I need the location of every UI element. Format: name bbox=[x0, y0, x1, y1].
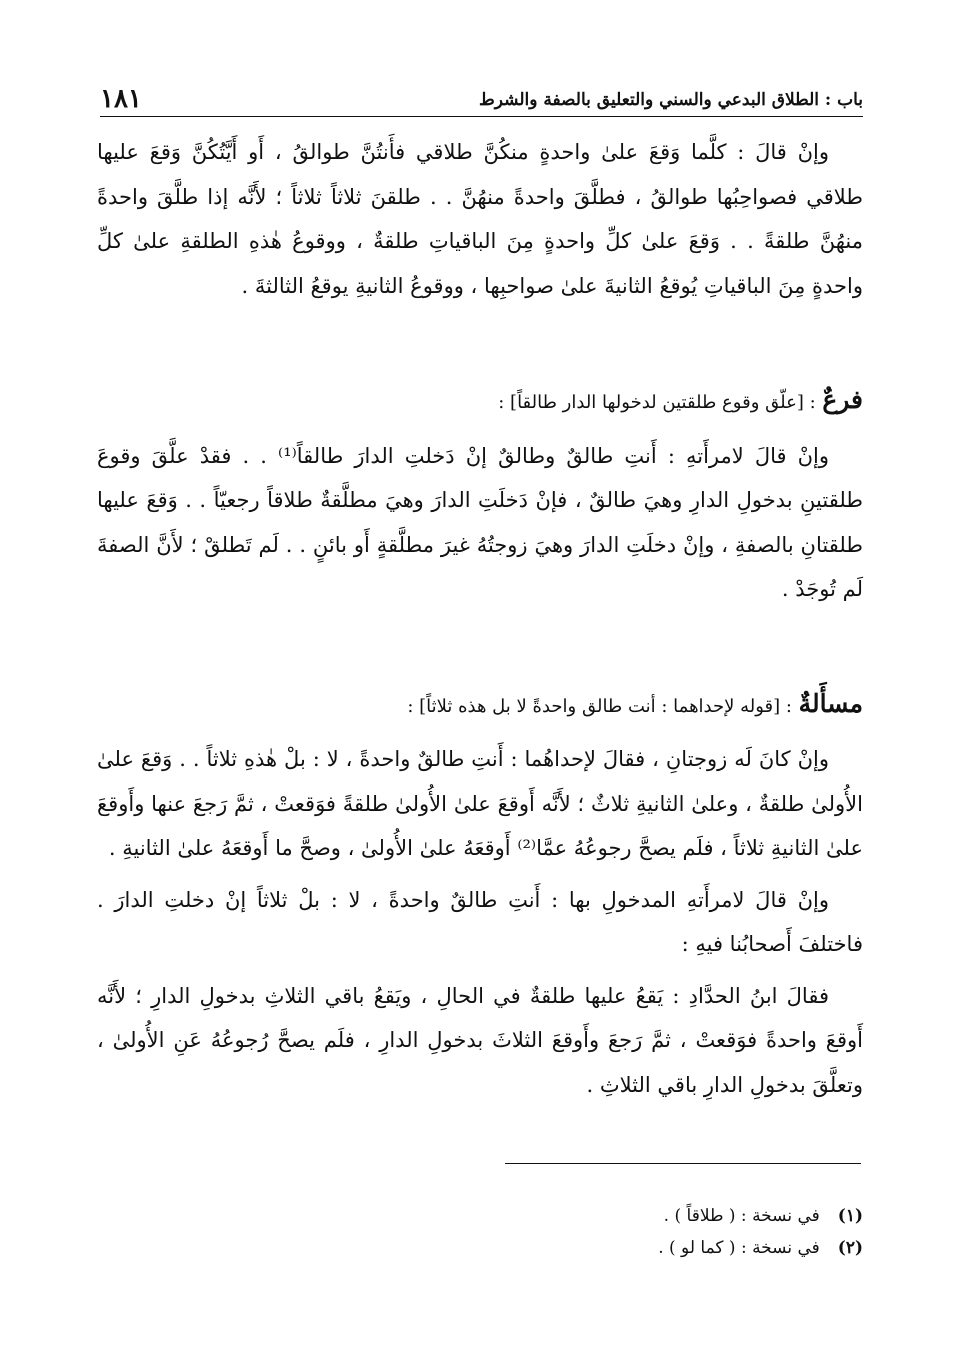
paragraph: وإنْ قالَ لامرأَتهِ : أَنتِ طالقٌ وطالقٌ إنْ دَخلتِ الدارَ طالقاً⁽¹⁾ . . فقدْ علَّقَ وقوعَ طلقتينِ بدخولِ الدارِ وهيَ طالقٌ ، فإنْ دَخلَتِ الدارَ وهيَ مطلَّقةٌ طلاقاً رجعيّاً . . وَقعَ عليها طلقتانِ بالصفةِ ، وإنْ دخلَتِ الدارَ وهيَ زوجتُهُ غيرَ مطلَّقةٍ أَو بائنٍ . . لَم تَطلقْ ؛ لأَنَّ الصفةَ لَم تُوجَدْ . bbox=[97, 443, 863, 601]
paragraph: وإنْ قالَ : كلَّما وَقعَ علىٰ واحدةٍ منكُنَّ طلاقي فأَنتُنَّ طوالقُ ، أَو أَيَّتُكُنَّ وَقعَ عليها طلاقي فصواحِبُها طوالقُ ، فطلَّقَ واحدةً منهُنَّ . . طلقنَ ثلاثاً ثلاثاً ؛ لأَنَّه إذا طلَّقَ واحدةً منهُنَّ طلقةً . . وَقعَ علىٰ كلِّ واحدةٍ مِنَ الباقياتِ طلقةٌ ، ووقوعُ هٰذهِ الطلقةِ علىٰ كلِّ واحدةٍ مِنَ الباقياتِ يُوقعُ الثانيةَ علىٰ صواحبِها ، ووقوعُ الثانيةِ يوقعُ الثالثةَ . bbox=[97, 140, 863, 298]
page-header bbox=[100, 82, 863, 117]
section-label: فرعٌ bbox=[822, 385, 863, 414]
footnote-item bbox=[300, 1200, 863, 1232]
footnote-divider bbox=[505, 1163, 861, 1164]
footnote-item bbox=[300, 1232, 863, 1264]
footnote-text: في نسخة : ( كما لو ) . bbox=[658, 1238, 820, 1258]
section-title: : [علّق وقوع طلقتين لدخولها الدار طالقاً] : bbox=[498, 392, 816, 413]
page-number: ١٨١ bbox=[100, 84, 142, 114]
section-title: : [قوله لإحداهما : أنت طالق واحدةً لا بل هذه ثلاثاً] : bbox=[407, 695, 792, 717]
chapter-title: باب : الطلاق البدعي والسني والتعليق بالصفة والشرط bbox=[479, 90, 863, 110]
footnotes bbox=[300, 1200, 863, 1264]
paragraph: وإنْ قالَ لامرأَتهِ المدخولِ بها : أَنتِ طالقٌ واحدةً ، لا : بلْ ثلاثاً إنْ دخلتِ الدارَ . فاختلفَ أَصحابُنا فيهِ : bbox=[97, 887, 863, 956]
footnote-number: (١) bbox=[837, 1206, 863, 1226]
section-label: مسأَلةٌ bbox=[798, 688, 863, 718]
paragraph: وإنْ كانَ لَه زوجتانِ ، فقالَ لإحداهُما : أَنتِ طالقٌ واحدةً ، لا : بلْ هٰذهِ ثلاثاً . . وَقعَ علىٰ الأُولىٰ طلقةٌ ، وعلىٰ الثانيةِ ثلاثٌ ؛ لأَنَّه أَوقعَ علىٰ الأُولىٰ طلقةً فوَقعتْ ، ثمَّ رَجعَ عنها وأَوقعَ علىٰ الثانيةِ ثلاثاً ، فلَم يصحَّ رجوعُهُ عمَّا⁽²⁾ أَوقعَهُ علىٰ الأُولىٰ ، وصحَّ ما أَوقعَهُ علىٰ الثانيةِ . bbox=[97, 747, 863, 860]
section-heading-masala bbox=[97, 682, 863, 730]
main-text bbox=[97, 130, 863, 1114]
footnote-number: (٢) bbox=[837, 1238, 863, 1258]
section-heading-far bbox=[97, 378, 863, 426]
footnote-text: في نسخة : ( طلاقاً ) . bbox=[663, 1206, 820, 1226]
paragraph: فقالَ ابنُ الحدَّادِ : يَقعُ عليها طلقةٌ في الحالِ ، ويَقعُ باقي الثلاثِ بدخولِ الدارِ ؛ لأَنَّه أَوقعَ واحدةً فوَقعتْ ، ثمَّ رَجعَ وأَوقعَ الثلاثَ بدخولِ الدارِ ، فلَم يصحَّ رُجوعُهُ عَنِ الأُولىٰ ، وتعلَّقَ بدخولِ الدارِ باقي الثلاثِ . bbox=[97, 983, 863, 1097]
